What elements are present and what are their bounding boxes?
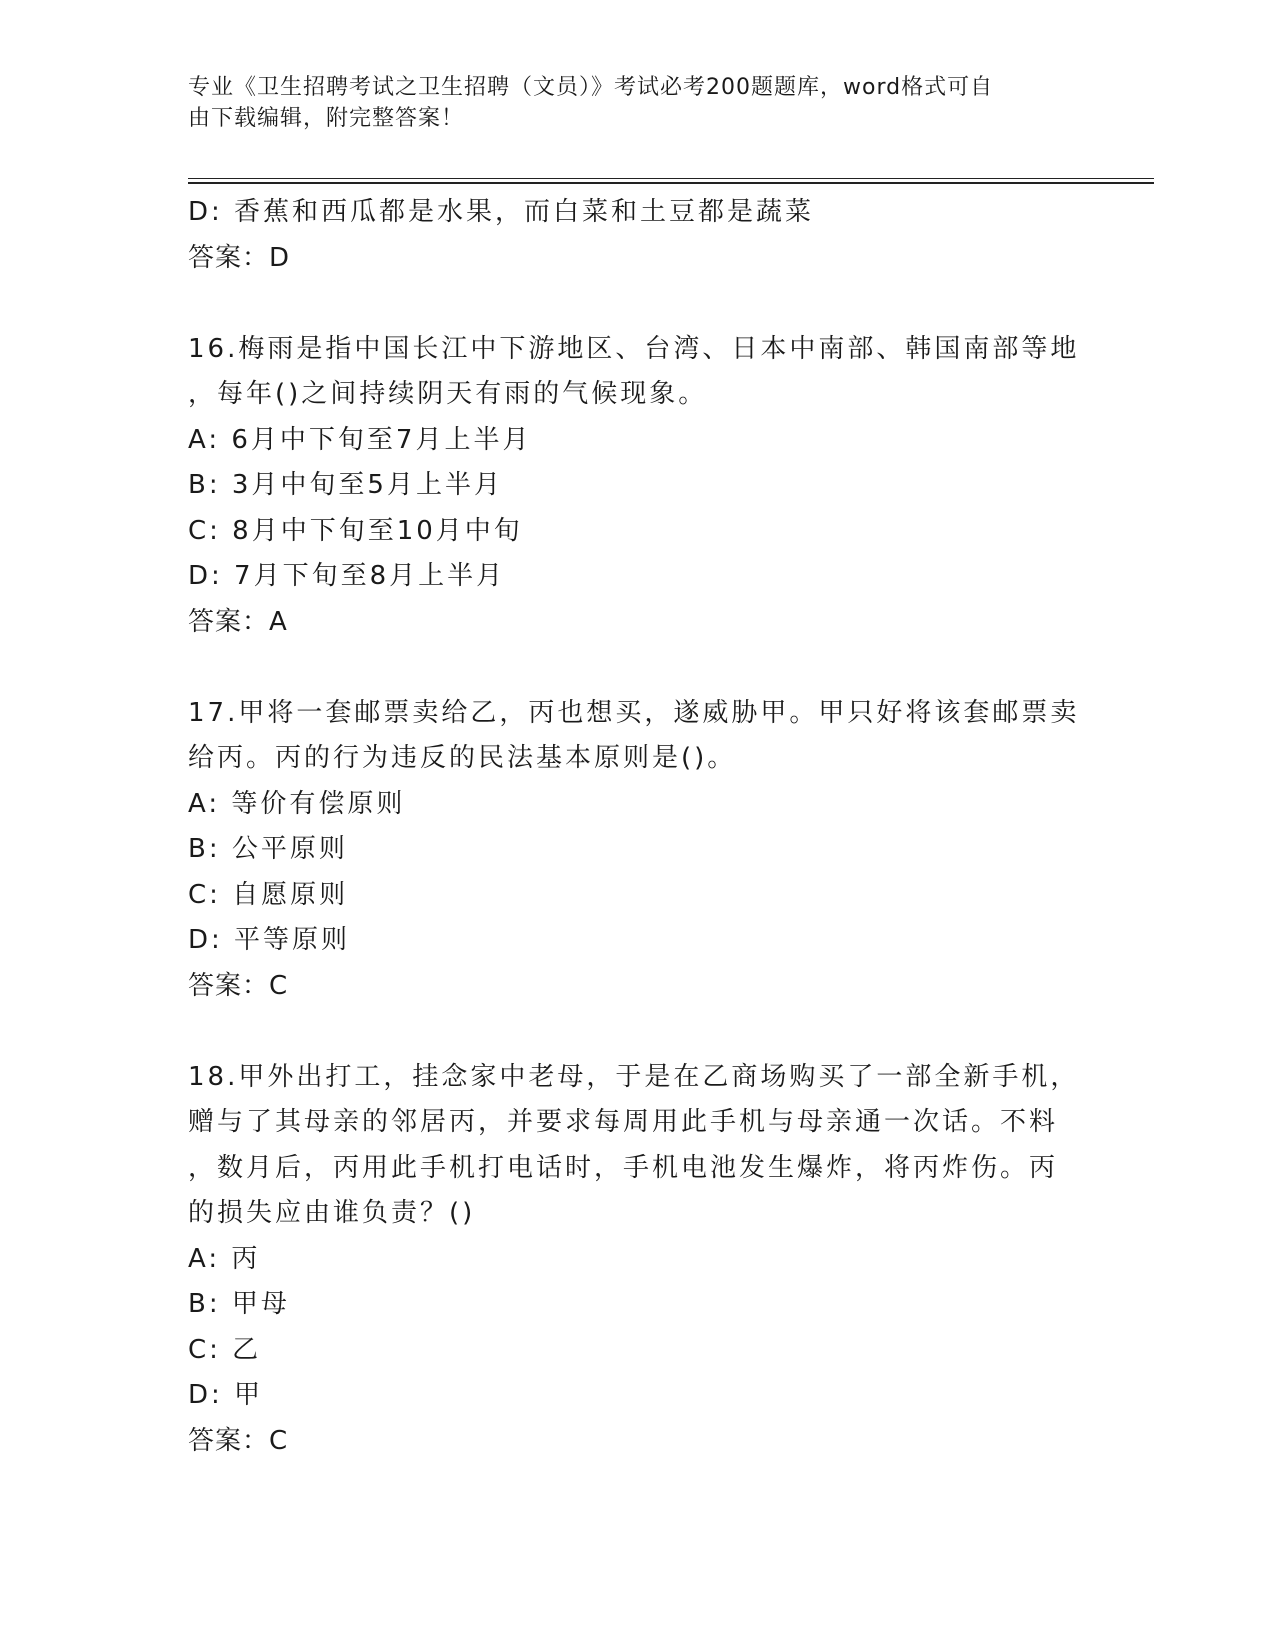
option-d: D: 香蕉和西瓜都是水果，而白菜和土豆都是蔬菜 [188,197,815,227]
answer-line: 答案：C [188,1425,289,1456]
question-stem-line: 赠与了其母亲的邻居丙，并要求每周用此手机与母亲通一次话。不料 [188,1107,1059,1137]
answer-line: 答案：D [188,242,291,273]
document-header [188,72,1088,134]
spacer [188,1009,1088,1055]
question-stem-line: 16.梅雨是指中国长江中下游地区、台湾、日本中南部、韩国南部等地 [188,333,1080,364]
question-18 [188,1055,1088,1465]
question-stem-line: 18.甲外出打工，挂念家中老母，于是在乙商场购买了一部全新手机， [188,1061,1080,1092]
question-content [188,190,1088,1464]
option-d: D: 平等原则 [188,925,351,955]
header-line-1: 专业《卫生招聘考试之卫生招聘（文员）》考试必考200题题库，word格式可自 [188,75,994,100]
question-stem-line: 给丙。丙的行为违反的民法基本原则是()。 [188,743,737,773]
question-16 [188,327,1088,646]
answer-line: 答案：A [188,606,288,637]
question-stem-line: ，数月后，丙用此手机打电话时，手机电池发生爆炸，将丙炸伤。丙 [188,1152,1059,1183]
option-c: C: 8月中下旬至10月中旬 [188,515,523,546]
spacer [188,645,1088,691]
header-divider-thin [188,178,1154,179]
header-line-2: 由下载编辑，附完整答案！ [188,106,465,131]
question-stem-line: 17.甲将一套邮票卖给乙，丙也想买，遂威胁甲。甲只好将该套邮票卖 [188,697,1080,728]
previous-question-tail [188,190,1088,281]
question-17 [188,691,1088,1010]
option-c: C: 乙 [188,1334,262,1365]
option-b: B: 甲母 [188,1289,290,1319]
option-b: B: 公平原则 [188,834,348,864]
option-c: C: 自愿原则 [188,879,349,910]
header-divider-thick [188,182,1154,184]
option-b: B: 3月中旬至5月上半月 [188,470,503,500]
answer-line: 答案：C [188,970,289,1001]
option-a: A: 丙 [188,1243,261,1274]
option-a: A: 6月中下旬至7月上半月 [188,424,532,455]
option-d: D: 7月下旬至8月上半月 [188,561,506,591]
question-stem-line: ，每年()之间持续阴天有雨的气候现象。 [188,379,708,409]
option-a: A: 等价有偿原则 [188,788,406,819]
option-d: D: 甲 [188,1380,264,1410]
spacer [188,281,1088,327]
question-stem-line: 的损失应由谁负责？() [188,1198,476,1228]
